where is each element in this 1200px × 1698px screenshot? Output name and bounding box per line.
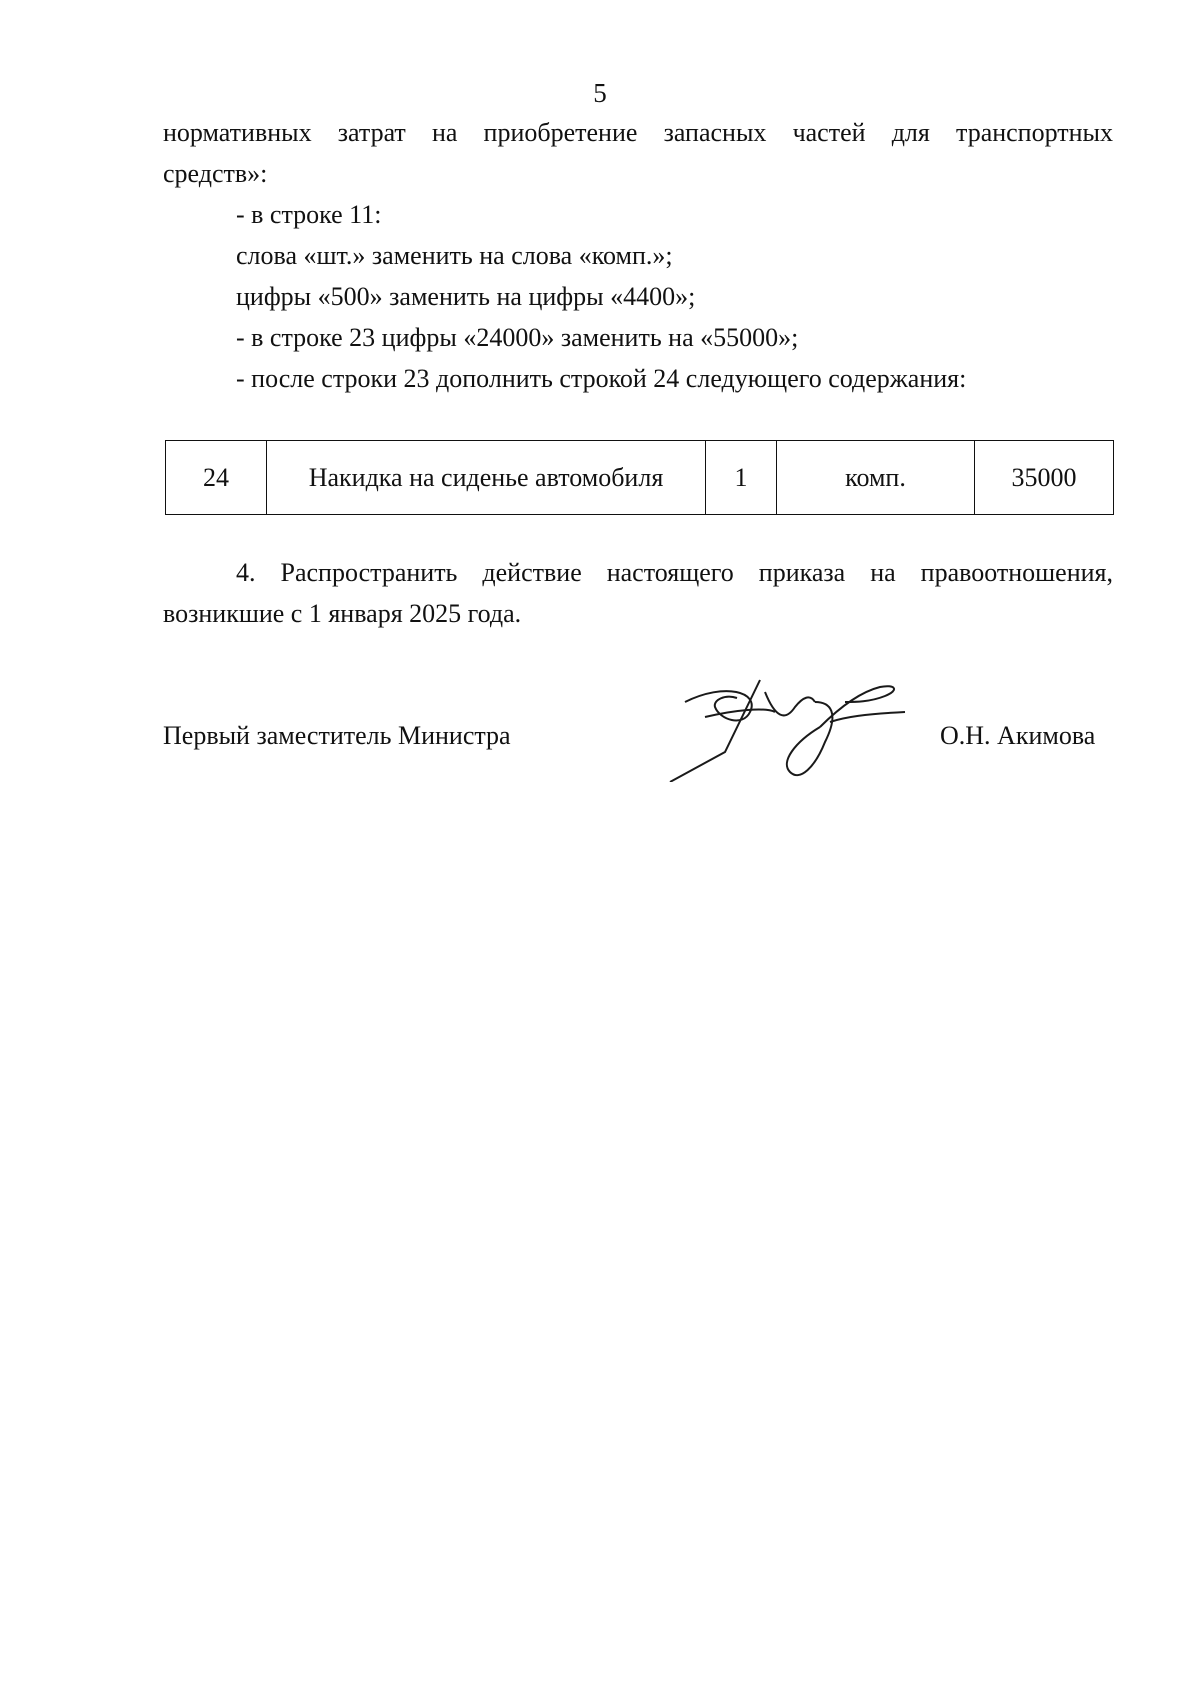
cell-price: 35000 — [975, 441, 1114, 515]
cell-quantity: 1 — [706, 441, 777, 515]
cell-row-number: 24 — [166, 441, 267, 515]
cell-item-name: Накидка на сиденье автомобиля — [267, 441, 706, 515]
signatory-position: Первый заместитель Министра — [163, 721, 511, 750]
paragraph-line-5: цифры «500» заменить на цифры «4400»; — [236, 282, 696, 311]
paragraph-line-1: нормативных затрат на приобретение запасных частей для транспортных — [163, 118, 1113, 147]
signatory-name: О.Н. Акимова — [940, 721, 1096, 750]
paragraph-line-7: - после строки 23 дополнить строкой 24 следующего содержания: — [236, 364, 967, 393]
handwritten-signature — [665, 672, 915, 782]
table-row — [166, 441, 1114, 515]
paragraph-line-4: слова «шт.» заменить на слова «комп.»; — [236, 241, 673, 270]
paragraph-line-2: средств»: — [163, 159, 268, 188]
cell-unit: комп. — [777, 441, 975, 515]
item4-line-2: возникшие с 1 января 2025 года. — [163, 599, 522, 628]
item4-line-1: 4. Распространить действие настоящего приказа на правоотношения, — [236, 558, 1113, 587]
inserted-row-table — [165, 440, 1114, 515]
page-number: 5 — [593, 78, 607, 108]
paragraph-line-3: - в строке 11: — [236, 200, 382, 229]
paragraph-line-6: - в строке 23 цифры «24000» заменить на «55000»; — [236, 323, 799, 352]
